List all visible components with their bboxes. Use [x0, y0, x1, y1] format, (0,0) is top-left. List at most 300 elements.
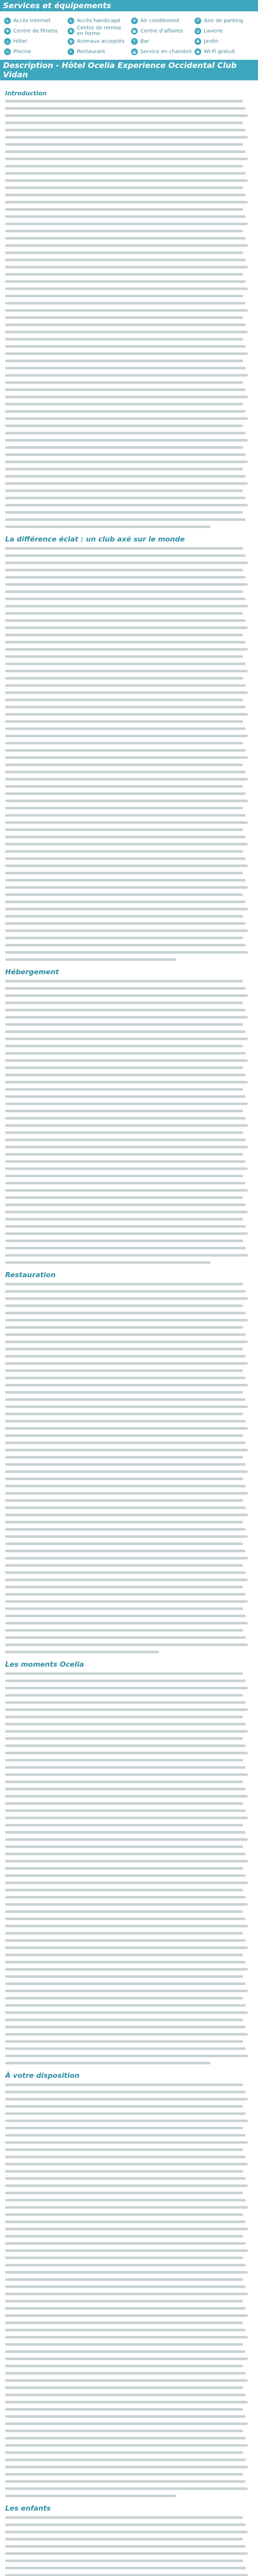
text-line [5, 208, 243, 211]
text-line [5, 1737, 243, 1740]
text-line [5, 1124, 248, 1127]
text-line [5, 2552, 248, 2555]
text-line [5, 1997, 243, 1999]
text-line [5, 1066, 243, 1069]
text-line [5, 1023, 243, 1026]
text-line [5, 1845, 243, 1848]
text-line [5, 187, 243, 189]
text-line [5, 929, 248, 932]
text-line [5, 727, 246, 730]
text-line [5, 2033, 248, 2036]
text-line [5, 1946, 248, 1949]
text-line [5, 2004, 246, 2007]
text-line [5, 648, 248, 651]
service-item [192, 15, 256, 26]
text-line [5, 100, 243, 103]
text-line [5, 1160, 246, 1163]
text-line [5, 417, 248, 420]
text-line [5, 2386, 243, 2389]
text-line [5, 1182, 246, 1184]
text-line [5, 1391, 243, 1394]
text-line [5, 583, 248, 586]
text-line [5, 1117, 246, 1120]
text-line [5, 1312, 246, 1314]
service-label: Restaurant [77, 48, 105, 55]
text-line [5, 821, 248, 824]
service-label: Laverie [204, 28, 223, 34]
text-line [5, 1744, 246, 1747]
text-line [5, 994, 248, 997]
text-line [5, 1333, 246, 1336]
text-line [5, 482, 248, 485]
text-line [5, 2091, 246, 2093]
service-item [129, 36, 192, 46]
text-line [5, 2228, 248, 2230]
text-line [5, 338, 243, 341]
text-line [5, 2257, 243, 2259]
text-line [5, 446, 243, 449]
text-line [5, 2394, 246, 2396]
text-line [5, 2062, 211, 2064]
text-line [5, 1788, 246, 1790]
text-line [5, 764, 243, 766]
text-line [5, 1074, 246, 1076]
text-line [5, 2365, 243, 2367]
text-line [5, 663, 246, 665]
text-line [5, 1153, 243, 1156]
service-label: Accès Internet [13, 18, 51, 24]
text-line [5, 1261, 211, 1264]
text-line [5, 554, 246, 557]
service-label: Service en chambre [140, 48, 192, 55]
text-line [5, 143, 243, 146]
service-item [2, 26, 66, 36]
section-title: Les moments Ocelia [5, 1660, 84, 1669]
service-label: Centre de fitness [13, 28, 58, 34]
text-line [5, 1297, 248, 1300]
text-line [5, 158, 248, 160]
text-line [5, 1571, 246, 1574]
text-line [5, 1629, 243, 1632]
text-line [5, 1009, 246, 1011]
service-item [192, 46, 256, 57]
text-line [5, 1773, 248, 1776]
text-line [5, 2040, 243, 2043]
text-line [5, 1607, 243, 1610]
text-line [5, 1889, 243, 1891]
text-line [5, 331, 248, 333]
text-line [5, 410, 246, 413]
text-line [5, 807, 243, 809]
text-line [5, 634, 243, 636]
text-line [5, 1521, 243, 1523]
text-line [5, 425, 243, 427]
text-line [5, 1824, 243, 1826]
text-line [5, 2112, 246, 2115]
service-item [2, 46, 66, 57]
text-line [5, 129, 246, 131]
service-item [66, 46, 129, 57]
text-line [5, 468, 243, 470]
text-line [5, 699, 243, 701]
text-line [5, 1564, 243, 1567]
parking-icon: P [195, 18, 201, 24]
text-line [5, 1398, 246, 1401]
text-line [5, 1766, 246, 1769]
text-line [5, 2221, 246, 2223]
text-line [5, 165, 243, 167]
text-line [5, 2170, 243, 2173]
text-line [5, 324, 246, 326]
text-line [5, 2516, 243, 2519]
text-line [5, 1362, 248, 1365]
text-line [5, 511, 243, 514]
text-line [5, 590, 243, 593]
text-line [5, 857, 246, 860]
text-line [5, 1651, 159, 1653]
service-item [129, 46, 192, 57]
text-line [5, 958, 176, 961]
text-line [5, 107, 246, 110]
text-line [5, 2430, 243, 2432]
text-line [5, 655, 243, 658]
text-line [5, 2444, 248, 2447]
pet-icon: ✿ [68, 38, 74, 45]
text-line [5, 2495, 176, 2497]
service-item [66, 26, 129, 36]
text-line [5, 388, 246, 391]
hotel-icon: ⌂ [4, 38, 11, 45]
service-item [192, 26, 256, 36]
text-line [5, 2127, 243, 2129]
text-line [5, 2184, 248, 2187]
text-line [5, 1708, 248, 1711]
text-line [5, 1687, 248, 1689]
text-line [5, 1867, 243, 1870]
text-line [5, 1052, 246, 1055]
text-line [5, 1131, 243, 1134]
section-title: Hébergement [5, 968, 59, 976]
text-line [5, 1016, 248, 1019]
text-line [5, 1240, 243, 1242]
text-line [5, 1528, 246, 1531]
text-line [5, 836, 246, 838]
service-label: Aire de parking [204, 18, 244, 24]
service-label: Hôtel [13, 38, 27, 44]
text-line [5, 1499, 243, 1502]
text-line [5, 453, 246, 456]
text-line [5, 828, 243, 831]
text-line [5, 1643, 248, 1646]
text-line [5, 1110, 243, 1112]
text-line [5, 598, 246, 600]
pool-icon: ≈ [4, 48, 11, 55]
text-line [5, 1030, 246, 1033]
text-line [5, 1838, 248, 1841]
text-line [5, 1817, 248, 1819]
service-label: Centre de remise en forme [77, 25, 122, 37]
text-line [5, 2523, 246, 2526]
text-line [5, 518, 246, 521]
text-line [5, 720, 243, 723]
text-line [5, 2567, 246, 2569]
text-line [5, 1348, 243, 1350]
text-line [5, 980, 243, 982]
text-line [5, 2242, 246, 2245]
text-line [5, 1680, 246, 1682]
text-line [5, 1579, 248, 1581]
meeting-icon: ▣ [131, 28, 138, 35]
text-line [5, 691, 248, 694]
text-line [5, 1319, 248, 1321]
section-title: La différence éclat : un club axé sur le monde [5, 535, 185, 544]
text-line [5, 1586, 243, 1588]
service-item [192, 36, 256, 46]
text-line [5, 2466, 248, 2468]
text-line [5, 179, 248, 182]
text-line [5, 1600, 248, 1603]
text-line [5, 251, 243, 254]
text-line [5, 742, 243, 744]
text-line [5, 893, 243, 896]
text-line [5, 201, 248, 204]
text-line [5, 785, 243, 788]
text-line [5, 922, 246, 925]
text-line [5, 1752, 248, 1754]
text-line [5, 771, 246, 773]
text-line [5, 872, 243, 874]
text-line [5, 1211, 248, 1213]
text-line [5, 1896, 246, 1899]
section-title: Restauration [5, 1271, 56, 1279]
text-line [5, 2098, 248, 2100]
text-line [5, 1290, 246, 1293]
text-line [5, 1081, 248, 1083]
text-line [5, 2437, 246, 2439]
text-line [5, 1622, 248, 1624]
text-line [5, 230, 243, 232]
text-line [5, 114, 248, 117]
service-label: Animaux acceptés [77, 38, 125, 44]
text-line [5, 2278, 243, 2281]
text-line [5, 1506, 246, 1509]
text-line [5, 150, 246, 153]
text-line [5, 1903, 248, 1906]
text-line [5, 1449, 248, 1451]
service-item [129, 15, 192, 26]
text-line [5, 1831, 246, 1834]
text-line [5, 800, 248, 802]
text-line [5, 1167, 248, 1170]
text-line [5, 1434, 243, 1437]
text-line [5, 526, 211, 528]
text-line [5, 309, 248, 312]
text-line [5, 1204, 246, 1206]
text-line [5, 2120, 248, 2122]
text-line [5, 1420, 246, 1422]
text-line [5, 2401, 248, 2403]
text-line [5, 2321, 243, 2324]
text-line [5, 2343, 243, 2346]
text-line [5, 237, 246, 240]
text-line [5, 396, 248, 398]
service-item [129, 26, 192, 36]
description-heading: Description - Hôtel Ocelia Experience Occidental Club Vidan [0, 60, 258, 80]
text-line [5, 1225, 246, 1228]
text-line [5, 569, 243, 571]
text-line [5, 1514, 248, 1516]
text-line [5, 1795, 248, 1798]
text-line [5, 2358, 248, 2360]
restaurant-icon: ✕ [68, 48, 74, 55]
text-line [5, 2011, 248, 2014]
accessible-icon: ♿ [68, 18, 74, 24]
text-line [5, 1189, 248, 1192]
text-line [5, 295, 243, 297]
text-line [5, 2213, 243, 2216]
text-line [5, 677, 243, 680]
garden-icon: ♣ [195, 38, 201, 45]
text-line [5, 612, 243, 615]
fitness-icon: ✚ [4, 28, 11, 35]
text-line [5, 244, 248, 247]
text-line [5, 641, 246, 643]
service-item [2, 15, 66, 26]
services-grid [0, 11, 258, 60]
text-line [5, 2451, 243, 2454]
text-line [5, 2329, 246, 2331]
text-line [5, 1175, 243, 1177]
section-title: Introduction [5, 90, 47, 97]
text-line [5, 461, 248, 463]
text-line [5, 1759, 243, 1761]
text-line [5, 172, 246, 175]
text-line [5, 1247, 246, 1249]
service-label: Jardin [204, 38, 219, 44]
text-line [5, 2249, 248, 2252]
text-line [5, 2560, 243, 2562]
text-line [5, 1874, 246, 1877]
text-line [5, 1925, 248, 1927]
text-line [5, 439, 248, 442]
text-line [5, 223, 248, 225]
text-line [5, 302, 246, 304]
text-line [5, 352, 248, 355]
text-line [5, 266, 248, 268]
text-line [5, 865, 248, 867]
text-line [5, 403, 243, 405]
room-service-icon: ◒ [131, 48, 138, 55]
service-label: Bar [140, 38, 150, 44]
text-line [5, 1095, 246, 1098]
text-line [5, 2293, 248, 2295]
text-line [5, 2026, 246, 2028]
text-line [5, 287, 248, 290]
text-line [5, 1543, 243, 1545]
text-line [5, 1990, 248, 1992]
text-line [5, 1405, 248, 1408]
text-line [5, 1059, 248, 1062]
text-line [5, 1809, 246, 1812]
text-line [5, 2148, 243, 2151]
text-line [5, 576, 246, 579]
bar-icon: Y [131, 38, 138, 45]
text-line [5, 2163, 248, 2165]
text-line [5, 1954, 243, 1956]
text-line [5, 1975, 243, 1978]
text-line [5, 792, 246, 795]
service-label: Accès handicapé [77, 18, 121, 24]
text-line [5, 2372, 246, 2375]
text-line [5, 2192, 243, 2194]
text-line [5, 273, 243, 276]
text-line [5, 1853, 246, 1855]
text-line [5, 735, 248, 737]
text-line [5, 2206, 248, 2209]
text-line [5, 1196, 243, 1199]
text-line [5, 194, 246, 196]
text-line [5, 1283, 243, 1285]
text-line [5, 814, 246, 817]
text-line [5, 475, 246, 478]
text-line [5, 1694, 243, 1697]
text-line [5, 2285, 246, 2288]
text-line [5, 2134, 246, 2137]
text-line [5, 2531, 248, 2533]
text-line [5, 1326, 243, 1329]
text-line [5, 1723, 246, 1725]
text-line [5, 2105, 243, 2108]
text-line [5, 2538, 243, 2540]
text-line [5, 2336, 248, 2338]
text-line [5, 619, 246, 622]
text-line [5, 843, 248, 845]
text-line [5, 713, 248, 716]
text-line [5, 951, 248, 954]
text-line [5, 1961, 246, 1963]
text-line [5, 1910, 243, 1913]
text-line [5, 1369, 243, 1372]
text-line [5, 987, 246, 990]
text-line [5, 1557, 248, 1560]
text-line [5, 626, 248, 629]
text-line [5, 1485, 246, 1487]
text-line [5, 1939, 246, 1942]
text-line [5, 1932, 243, 1935]
text-line [5, 684, 246, 687]
text-line [5, 886, 248, 889]
text-line [5, 1535, 248, 1538]
text-line [5, 2480, 246, 2483]
text-line [5, 1463, 246, 1466]
text-line [5, 2271, 248, 2274]
text-line [5, 706, 246, 708]
text-line [5, 1218, 243, 1221]
text-line [5, 547, 243, 550]
section-title: À votre disposition [5, 2072, 80, 2080]
text-line [5, 1377, 246, 1379]
text-line [5, 2574, 248, 2576]
text-line [5, 901, 246, 903]
services-heading: Services et équipements [0, 0, 258, 11]
text-line [5, 367, 246, 369]
text-line [5, 259, 246, 261]
text-line [5, 1781, 243, 1783]
service-item [66, 15, 129, 26]
service-label: Air conditionné [140, 18, 180, 24]
text-line [5, 1103, 248, 1105]
text-line [5, 2235, 243, 2238]
